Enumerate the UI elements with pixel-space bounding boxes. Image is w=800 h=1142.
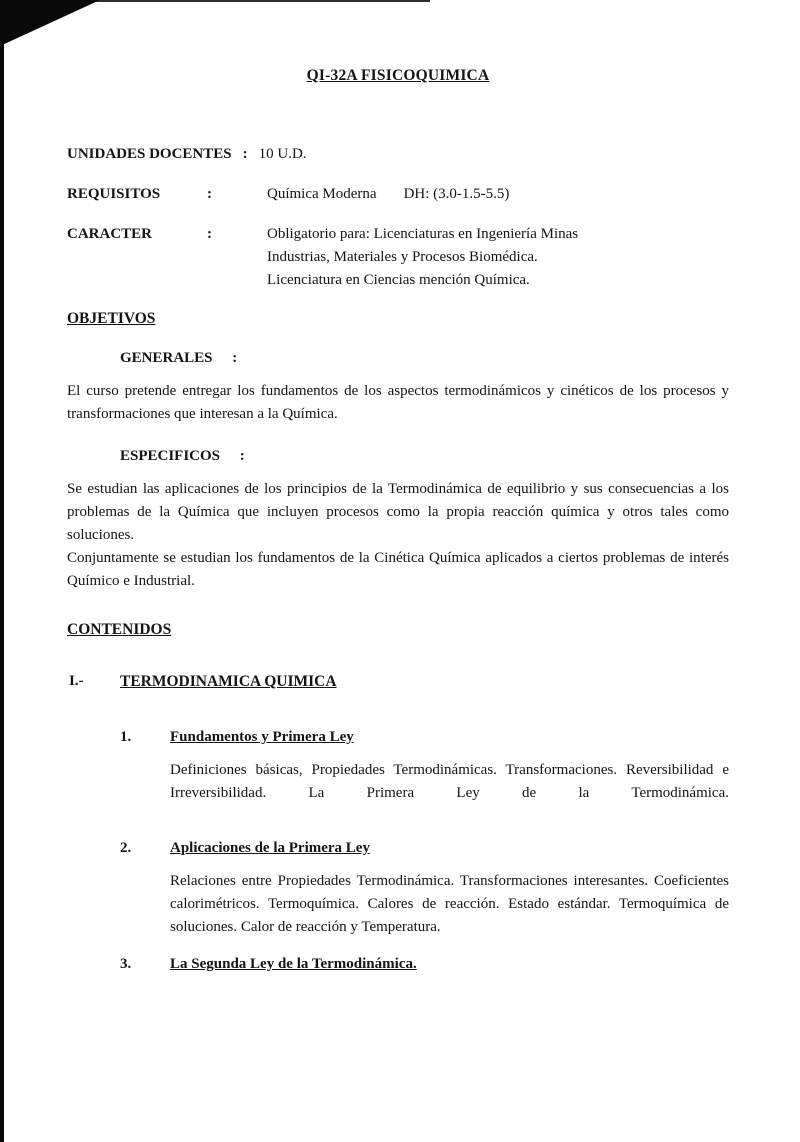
item-2-title: Aplicaciones de la Primera Ley [170, 840, 370, 856]
generales-colon: : [232, 350, 238, 366]
document-title: QI-32A FISICOQUIMICA [306, 67, 490, 84]
item-1-text: Definiciones básicas, Propiedades Termodinámicas. Transformaciones. Reversibilidad e Irreversibilidad. La Primera Ley de la Termodinámica. [170, 762, 729, 801]
meta-row-unidades [67, 143, 729, 165]
caracter-line-1: Obligatorio para: Licenciaturas en Ingeniería Minas [267, 226, 579, 242]
generales-label: GENERALES [120, 350, 213, 366]
caracter-label: CARACTER [67, 226, 153, 242]
caracter-line-2: Industrias, Materiales y Procesos Biomédica. [267, 249, 538, 265]
item-1-number: 1. [120, 729, 132, 745]
section-1-number: I.- [69, 673, 84, 689]
item-3-body [170, 956, 729, 973]
content-item-2 [120, 840, 729, 939]
caracter-value [267, 223, 578, 292]
item-3-number: 3. [120, 956, 132, 972]
requisitos-colon: : [207, 186, 212, 202]
requisitos-label: REQUISITOS [67, 186, 161, 202]
item-2-body [170, 840, 729, 939]
especificos-colon: : [239, 448, 245, 464]
section-1-row [69, 673, 729, 691]
section-1-title: TERMODINAMICA QUIMICA [120, 673, 337, 690]
course-meta [67, 143, 729, 292]
item-1-title: Fundamentos y Primera Ley [170, 729, 354, 745]
caracter-colon: : [207, 226, 212, 242]
especificos-paragraph-2: Conjuntamente se estudian los fundamentos de la Cinética Química aplicados a ciertos problemas de interés Químico e Industrial. [67, 550, 729, 589]
requisitos-value: Química Moderna [267, 186, 377, 202]
item-2-number: 2. [120, 840, 132, 856]
meta-row-requisitos [67, 183, 729, 205]
content-item-3 [120, 956, 729, 973]
item-2-text: Relaciones entre Propiedades Termodinámica. Transformaciones interesantes. Coeficientes calorimétricos. Termoquímica. Calores de reacción. Estado estándar. Termoquímica de soluciones. Calor de reacción y Temperatura. [170, 873, 729, 935]
unidades-colon: : [242, 146, 248, 162]
content-item-1 [120, 729, 729, 805]
unidades-value: 10 U.D. [258, 146, 307, 162]
item-1-body [170, 729, 729, 805]
requisitos-dh-value: DH: (3.0-1.5-5.5) [403, 186, 510, 202]
scan-artifact-left-edge [0, 0, 4, 1142]
meta-row-caracter [67, 223, 729, 292]
generales-heading [120, 350, 729, 367]
especificos-heading [120, 448, 729, 465]
unidades-label: UNIDADES DOCENTES [67, 146, 232, 162]
especificos-paragraph-1: Se estudian las aplicaciones de los principios de la Termodinámica de equilibrio y sus consecuencias a los problemas de la Química que incluyen procesos como la propia reacción química y otros tales como soluciones. [67, 481, 729, 543]
caracter-line-3: Licenciatura en Ciencias mención Química. [267, 272, 530, 288]
item-3-title: La Segunda Ley de la Termodinámica. [170, 956, 417, 972]
document-content [67, 0, 729, 973]
contenidos-heading: CONTENIDOS [67, 621, 172, 638]
objetivos-heading: OBJETIVOS [67, 310, 156, 327]
generales-paragraph: El curso pretende entregar los fundamentos de los aspectos termodinámicos y cinéticos de los procesos y transformaciones que interesan a la Química. [67, 383, 729, 422]
especificos-label: ESPECIFICOS [120, 448, 221, 464]
